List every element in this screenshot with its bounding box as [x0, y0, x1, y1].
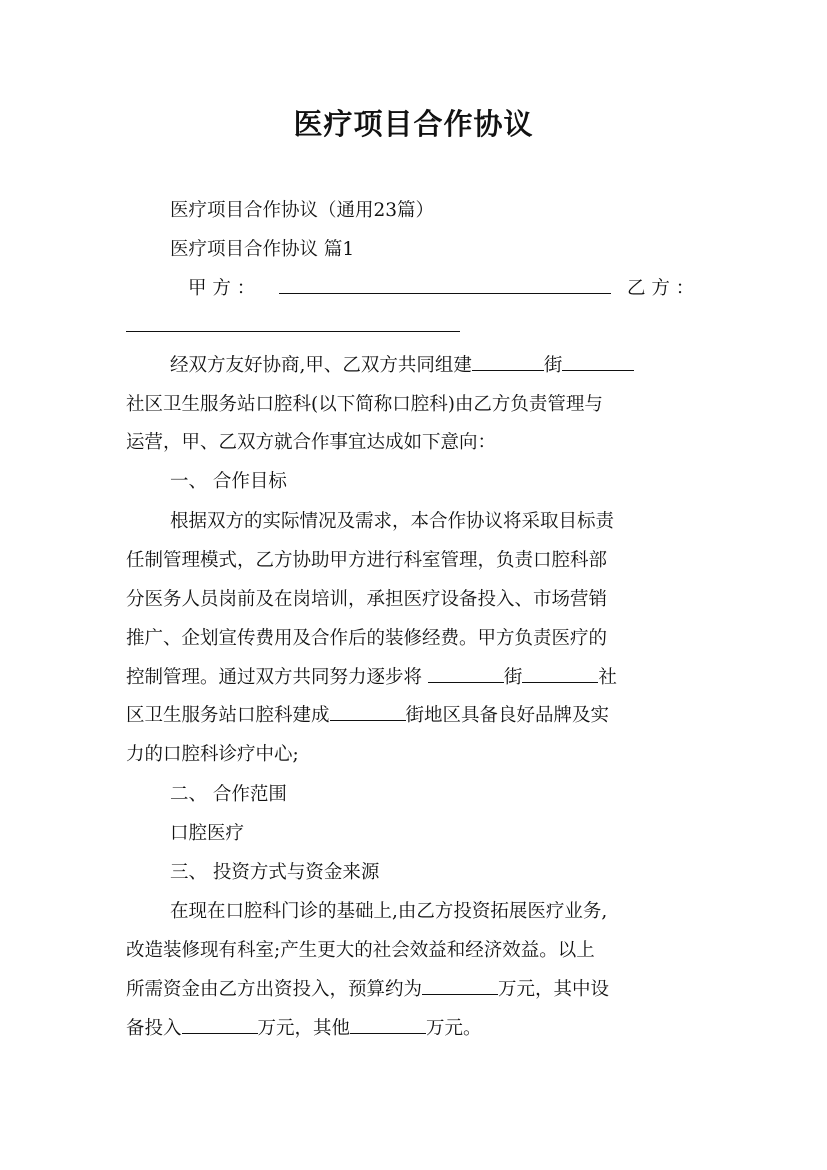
p2-blank-1 — [428, 664, 504, 683]
party-b-blank — [126, 313, 460, 332]
part-heading: 医疗项目合作协议 篇1 — [170, 239, 355, 260]
p2-line-7: 力的口腔科诊疗中心; — [126, 744, 299, 765]
p3-blank-1 — [422, 976, 498, 995]
subtitle: 医疗项目合作协议（通用23篇） — [170, 200, 435, 221]
p1-blank-2 — [562, 352, 634, 371]
p2-l5-text-b: 街 — [503, 667, 523, 688]
p2-line-5 — [126, 663, 702, 693]
party-a-blank — [279, 275, 611, 294]
p2-line-3: 分医务人员岗前及在岗培训，承担医疗设备投入、市场营销 — [126, 589, 608, 610]
p2-line-2: 任制管理模式，乙方协助甲方进行科室管理，负责口腔科部 — [126, 550, 608, 571]
p1-line-2: 社区卫生服务站口腔科(以下简称口腔科)由乙方负责管理与 — [126, 394, 603, 415]
p2-blank-3 — [330, 702, 406, 721]
p2-l6-text-a: 区卫生服务站口腔科建成 — [126, 705, 330, 726]
p3-l4-text-a: 备投入 — [126, 1018, 182, 1039]
p3-line-2: 改造装修现有科室;产生更大的社会效益和经济效益。以上 — [126, 940, 595, 961]
p2-line-6 — [126, 701, 702, 731]
section-2-body: 口腔医疗 — [170, 823, 245, 844]
p2-line-1: 根据双方的实际情况及需求，本合作协议将采取目标责 — [170, 511, 615, 532]
section-3-heading: 三、 投资方式与资金来源 — [170, 862, 380, 883]
party-line — [188, 274, 702, 304]
p1-blank-1 — [472, 352, 544, 371]
party-b-line — [126, 312, 702, 342]
p3-l3-text-b: 万元，其中设 — [498, 979, 610, 1000]
p2-l6-text-b: 街地区具备良好品牌及实 — [405, 705, 610, 726]
p1-l1-text-b: 街 — [543, 355, 563, 376]
p3-l3-text-a: 所需资金由乙方出资投入，预算约为 — [126, 979, 423, 1000]
p2-line-4: 推广、企划宣传费用及合作后的装修经费。甲方负责医疗的 — [126, 628, 608, 649]
section-1-heading: 一、 合作目标 — [170, 471, 287, 492]
p3-l4-text-b: 万元，其他 — [257, 1018, 351, 1039]
p3-l4-text-c: 万元。 — [426, 1018, 482, 1039]
p2-blank-2 — [522, 664, 598, 683]
party-b-label: 乙 方 ： — [627, 278, 695, 299]
party-a-label: 甲 方 ： — [188, 278, 256, 299]
p3-line-3 — [126, 975, 702, 1005]
p2-l5-text-a: 控制管理。通过双方共同努力逐步将 — [126, 667, 428, 688]
p3-line-4 — [126, 1014, 702, 1044]
section-2-heading: 二、 合作范围 — [170, 784, 287, 805]
p1-l1-text-a: 经双方友好协商,甲、乙双方共同组建 — [170, 355, 472, 376]
p2-l5-text-c: 社 — [598, 667, 617, 688]
p3-line-1: 在现在口腔科门诊的基础上,由乙方投资拓展医疗业务, — [170, 901, 608, 922]
p1-line-1 — [170, 351, 702, 381]
p3-blank-2 — [182, 1015, 258, 1034]
p3-blank-3 — [350, 1015, 426, 1034]
p1-line-3: 运营，甲、乙双方就合作事宜达成如下意向： — [126, 432, 497, 453]
document-title: 医疗项目合作协议 — [293, 107, 534, 141]
